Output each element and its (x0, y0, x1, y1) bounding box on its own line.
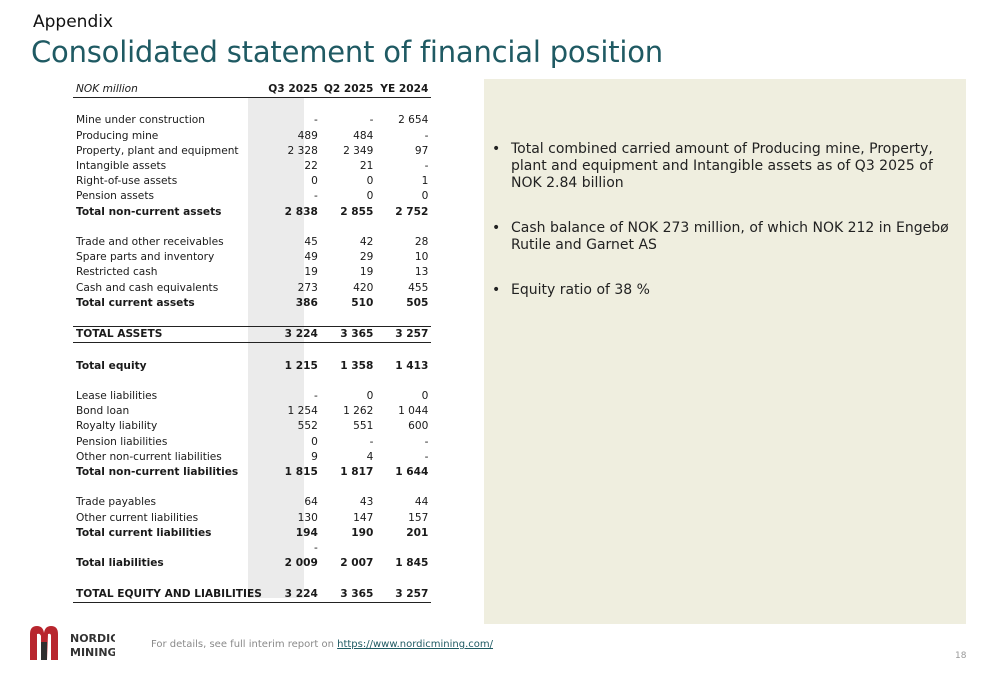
cell-value: 13 (414, 266, 429, 279)
row-label (73, 541, 265, 556)
cell-value: 552 (297, 420, 318, 433)
highlight-text: Equity ratio of 38 % (511, 282, 650, 298)
cell-value: 19 (304, 266, 318, 279)
cell-value: 29 (359, 251, 374, 264)
highlight-text: Total combined carried amount of Producing mine, Property, plant and equipment and Intangible assets as of Q3 2025 of NOK 2.84 billion (511, 141, 933, 191)
cell-value: 600 (408, 420, 429, 433)
highlight-item (492, 220, 962, 254)
table-row (73, 556, 431, 571)
row-label: Trade and other receivables (76, 236, 224, 248)
cell-value: 3 224 (265, 327, 321, 343)
svg-text:NORDIC: NORDIC (70, 632, 115, 645)
cell-value: 201 (406, 526, 429, 539)
cell-value: - (314, 389, 318, 402)
cell-value (265, 311, 321, 327)
highlight-text: Cash balance of NOK 273 million, of which NOK 212 in Engebø Rutile and Garnet AS (511, 220, 949, 253)
table-row (73, 129, 431, 144)
row-label (73, 343, 265, 359)
cell-value: 2 328 (287, 144, 318, 157)
row-label: Other current liabilities (76, 511, 199, 524)
cell-value: 1 815 (284, 466, 318, 478)
report-link[interactable]: https://www.nordicmining.com/ (337, 639, 494, 650)
cell-value (376, 220, 431, 235)
cell-value (321, 374, 377, 389)
cell-value: - (314, 190, 318, 203)
cell-value (376, 98, 431, 114)
cell-value: 2 009 (284, 557, 318, 570)
table-row (73, 327, 431, 343)
cell-value: 97 (414, 144, 429, 157)
cell-value: 3 224 (265, 587, 321, 603)
cell-value: - (314, 114, 318, 127)
cell-value: 0 (366, 389, 374, 402)
table-row (73, 159, 431, 174)
column-header: Q2 2025 (321, 82, 377, 98)
table-row (73, 296, 431, 311)
cell-value (376, 480, 431, 495)
row-label: Other non-current liabilities (76, 450, 222, 463)
table-row (73, 511, 431, 526)
cell-value: 130 (297, 511, 318, 524)
cell-value (265, 374, 321, 389)
table-header-row (73, 82, 431, 98)
row-label: Right-of-use assets (76, 175, 178, 188)
cell-value: 2 855 (340, 205, 374, 218)
table-body (73, 98, 431, 603)
cell-value (321, 220, 377, 235)
footnote-text: For details, see full interim report on (151, 639, 338, 650)
row-label: Cash and cash equivalents (76, 281, 219, 294)
logo-mark-icon (29, 624, 115, 664)
table-row (73, 205, 431, 220)
cell-value: 28 (414, 236, 429, 248)
cell-value: 2 838 (284, 205, 318, 218)
cell-value: 0 (366, 190, 374, 203)
cell-value: 505 (406, 296, 429, 309)
svg-text:MINING: MINING (70, 646, 115, 659)
cell-value (321, 343, 377, 359)
cell-value: 1 215 (284, 359, 318, 372)
row-label: Royalty liability (76, 420, 158, 433)
cell-value: 194 (295, 526, 318, 539)
cell-value: 1 358 (340, 359, 374, 372)
cell-value (265, 98, 321, 114)
cell-value: 2 752 (395, 205, 429, 218)
row-label: TOTAL ASSETS (73, 327, 265, 343)
column-header: NOK million (73, 82, 265, 98)
cell-value: 9 (311, 450, 318, 463)
table-row (73, 250, 431, 265)
cell-value: 19 (359, 266, 374, 279)
row-label: Trade payables (76, 496, 157, 509)
row-label (73, 374, 265, 389)
row-label (73, 311, 265, 327)
cell-value (321, 98, 377, 114)
cell-value: 3 257 (376, 327, 431, 343)
table-row (73, 419, 431, 434)
cell-value (376, 374, 431, 389)
row-label: Total current liabilities (76, 526, 212, 539)
column-header: Q3 2025 (265, 82, 321, 98)
cell-value: 1 262 (343, 405, 374, 418)
table-row (73, 265, 431, 280)
cell-value (376, 311, 431, 327)
cell-value (321, 311, 377, 327)
cell-value: 2 007 (340, 557, 374, 570)
table-spacer-row (73, 343, 431, 359)
cell-value (321, 571, 377, 586)
cell-value: - (424, 129, 429, 142)
row-label: Total non-current liabilities (76, 466, 239, 478)
cell-value: 0 (311, 175, 318, 188)
cell-value: 510 (351, 296, 374, 309)
cell-value: - (424, 160, 429, 172)
cell-value: 1 644 (395, 466, 429, 478)
table-row (73, 281, 431, 296)
table-row (73, 587, 431, 603)
row-label (73, 571, 265, 586)
cell-value: 2 654 (398, 114, 429, 127)
cell-value: 3 365 (321, 327, 377, 343)
page-title: Consolidated statement of financial position (31, 35, 663, 69)
row-label: Pension liabilities (76, 435, 168, 448)
cell-value: 551 (353, 420, 374, 433)
cell-value: 3 257 (376, 587, 431, 603)
cell-value: 1 044 (398, 405, 429, 418)
row-label (73, 220, 265, 235)
cell-value: - (424, 435, 429, 448)
table-spacer-row (73, 480, 431, 495)
table-row (73, 465, 431, 480)
cell-value (321, 480, 377, 495)
cell-value: 0 (311, 435, 318, 448)
row-label: Producing mine (76, 129, 159, 142)
cell-value: 0 (421, 190, 429, 203)
highlight-item (492, 141, 962, 192)
row-label: Total non-current assets (76, 205, 222, 218)
table-row (73, 174, 431, 189)
row-label: Bond loan (76, 405, 130, 418)
cell-value: 42 (359, 236, 374, 248)
column-header: YE 2024 (376, 82, 431, 98)
table-row (73, 526, 431, 541)
cell-value: - (424, 450, 429, 463)
cell-value: 10 (414, 251, 429, 264)
table-spacer-row (73, 98, 431, 114)
table-row (73, 495, 431, 510)
row-label: TOTAL EQUITY AND LIABILITIES (73, 587, 265, 603)
cell-value: 45 (304, 236, 318, 248)
cell-value (376, 343, 431, 359)
cell-value (376, 541, 431, 556)
table-row (73, 404, 431, 419)
cell-value: - (369, 114, 374, 127)
table-spacer-row (73, 374, 431, 389)
cell-value: 484 (353, 129, 374, 142)
cell-value: 1 845 (395, 557, 429, 570)
table-spacer-row (73, 541, 431, 556)
cell-value: 21 (359, 160, 374, 172)
table-row (73, 435, 431, 450)
cell-value (265, 480, 321, 495)
cell-value (376, 571, 431, 586)
row-label: Spare parts and inventory (76, 251, 215, 264)
row-label (73, 98, 265, 114)
table-row (73, 189, 431, 204)
cell-value: 489 (297, 129, 318, 142)
section-label: Appendix (33, 12, 114, 32)
table-spacer-row (73, 311, 431, 327)
highlights-list (492, 141, 962, 327)
cell-value: 1 (421, 175, 429, 188)
table-row (73, 359, 431, 374)
table-row (73, 450, 431, 465)
cell-value: 420 (353, 281, 374, 294)
row-label (73, 480, 265, 495)
cell-value (321, 541, 377, 556)
cell-value: 64 (304, 496, 318, 509)
cell-value: 3 365 (321, 587, 377, 603)
bullet-icon: • (492, 141, 501, 157)
cell-value: 147 (353, 511, 374, 524)
highlights-panel (484, 79, 966, 624)
cell-value (265, 220, 321, 235)
cell-value: 22 (304, 160, 318, 172)
cell-value: 2 349 (343, 144, 374, 157)
cell-value: 1 817 (340, 466, 374, 478)
row-label: Total equity (76, 359, 147, 372)
footnote (151, 639, 493, 650)
cell-value: 1 254 (287, 405, 318, 418)
table-spacer-row (73, 571, 431, 586)
cell-value: 157 (408, 511, 429, 524)
row-label: Total current assets (76, 296, 195, 309)
cell-value: 1 413 (395, 359, 429, 372)
row-label: Total liabilities (76, 557, 164, 570)
cell-value: 190 (351, 526, 374, 539)
row-label: Restricted cash (76, 266, 158, 279)
row-label: Intangible assets (76, 160, 167, 172)
cell-value: 4 (366, 450, 374, 463)
bullet-icon: • (492, 282, 501, 298)
cell-value: 273 (297, 281, 318, 294)
table-spacer-row (73, 220, 431, 235)
cell-value: 43 (359, 496, 374, 509)
row-label: Property, plant and equipment (76, 144, 239, 157)
table-row (73, 144, 431, 159)
cell-value (265, 343, 321, 359)
cell-value: 44 (414, 496, 429, 509)
row-label: Lease liabilities (76, 389, 158, 402)
bullet-icon: • (492, 220, 501, 236)
cell-value (265, 571, 321, 586)
page-number: 18 (955, 651, 967, 661)
row-label: Mine under construction (76, 114, 205, 127)
financial-position-table (73, 82, 431, 603)
cell-value: 386 (295, 296, 318, 309)
cell-value: 0 (366, 175, 374, 188)
nordic-mining-logo (29, 624, 115, 668)
cell-value: - (369, 435, 374, 448)
cell-value: 49 (304, 251, 318, 264)
table-row (73, 389, 431, 404)
highlight-item (492, 282, 962, 299)
table-row (73, 113, 431, 128)
cell-value: - (314, 542, 318, 554)
cell-value: 455 (408, 281, 429, 294)
cell-value: 0 (421, 389, 429, 402)
row-label: Pension assets (76, 190, 154, 203)
table-row (73, 235, 431, 250)
